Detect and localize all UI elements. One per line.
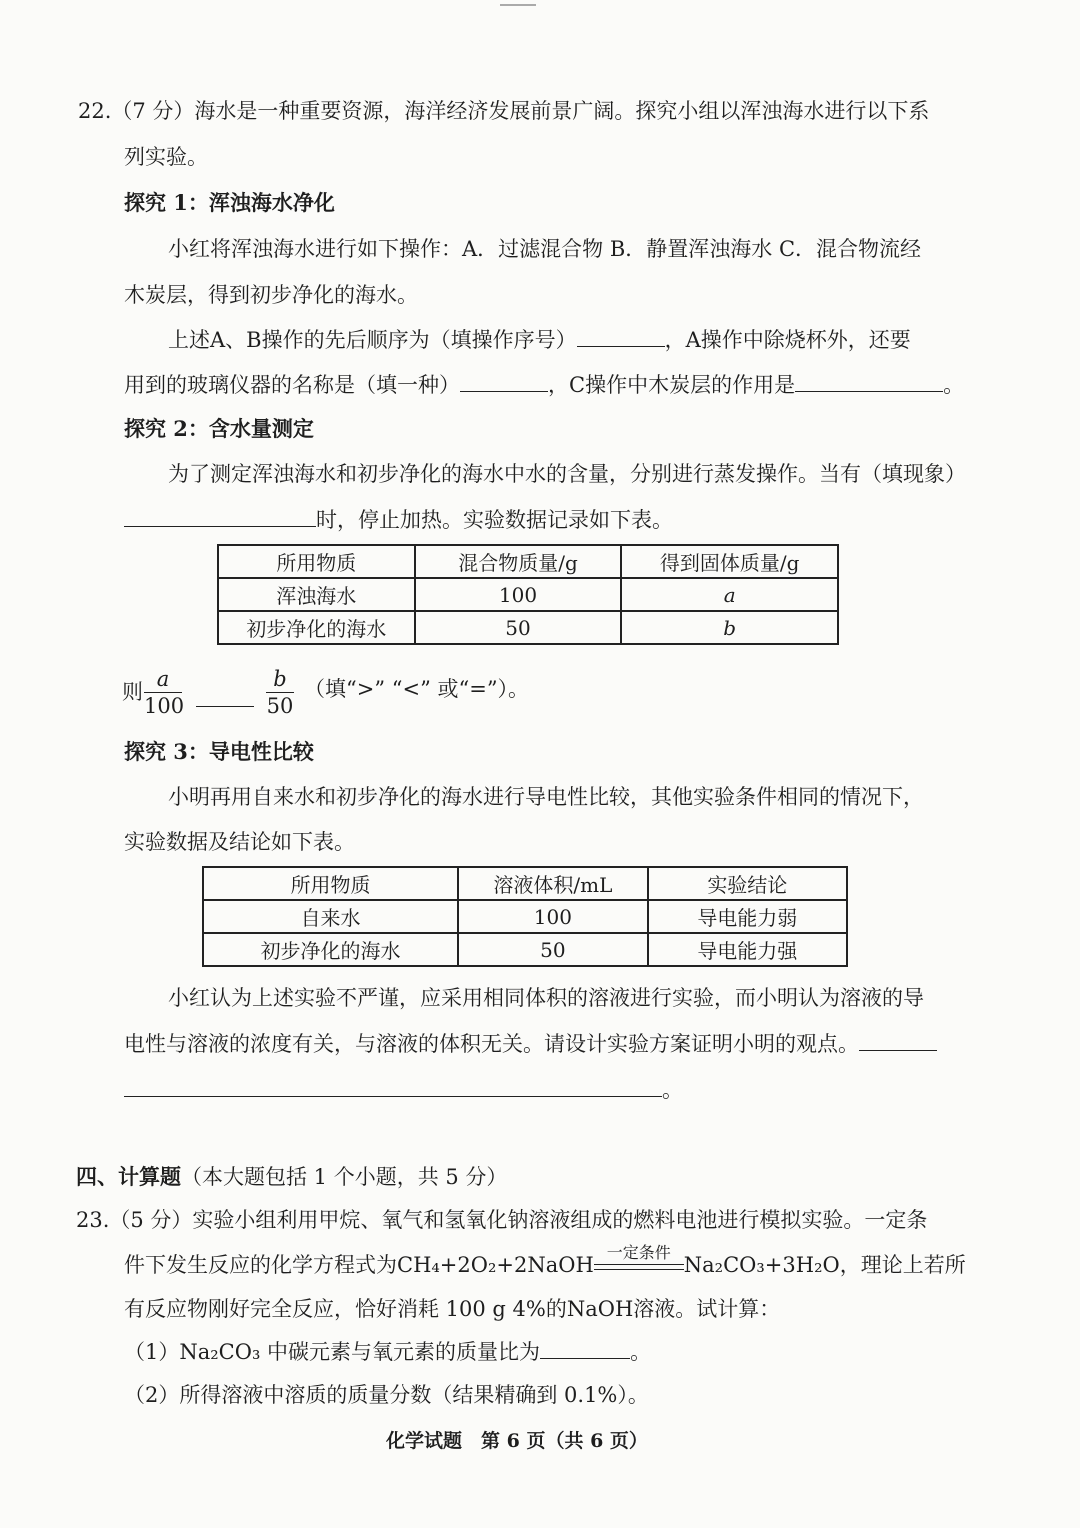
q23-line3: 有反应物刚好完全反应，恰好消耗 100 g 4%的NaOH溶液。试计算：	[124, 1297, 781, 1321]
frac1-denominator: 100	[144, 694, 185, 718]
table1-cell: a	[621, 578, 838, 611]
e3-para2-line1: 小红认为上述实验不严谨，应采用相同体积的溶液进行实验，而小明认为溶液的导	[168, 986, 924, 1010]
compare-answer-blank[interactable]	[196, 684, 254, 707]
charcoal-role-answer-blank[interactable]	[795, 369, 943, 392]
e1-para2-line1-pre: 上述A、B操作的先后顺序为（填操作序号）	[168, 328, 577, 352]
data-table-2	[202, 866, 848, 967]
page-footer: 化学试题 第 6 页（共 6 页）	[386, 1430, 648, 1452]
products: Na₂CO₃+3H₂O	[683, 1253, 840, 1277]
table2-header-cell: 溶液体积/mL	[458, 867, 648, 900]
section4-title: 四、计算题	[76, 1164, 181, 1189]
scan-mark	[500, 4, 536, 6]
table-row	[203, 900, 847, 933]
explore2-title: 探究 2：含水量测定	[124, 416, 314, 441]
section4-subtitle: （本大题包括 1 个小题，共 5 分）	[181, 1165, 508, 1189]
q23-line1: 23.（5 分）实验小组利用甲烷、氧气和氢氧化钠溶液组成的燃料电池进行模拟实验。一定条	[76, 1208, 928, 1232]
table1-cell: 初步净化的海水	[218, 611, 415, 644]
e2-para1-line2-text: 时，停止加热。实验数据记录如下表。	[316, 508, 673, 532]
table-row	[218, 578, 838, 611]
fraction-a-over-100	[144, 666, 185, 719]
frac1-numerator: a	[144, 666, 182, 693]
q23-sub1	[124, 1336, 651, 1367]
e3-para1-line1: 小明再用自来水和初步净化的海水进行导电性比较，其他实验条件相同的情况下，	[168, 785, 924, 809]
e1-para1-line2: 木炭层，得到初步净化的海水。	[124, 283, 418, 307]
e1-para1-line1: 小红将浑浊海水进行如下操作：A．过滤混合物 B．静置浑浊海水 C．混合物流经	[168, 237, 922, 261]
reaction-condition: 一定条件	[606, 1242, 671, 1262]
e3-answer-line2	[124, 1074, 683, 1105]
phenomenon-answer-blank[interactable]	[124, 504, 316, 527]
table2-header-cell: 实验结论	[648, 867, 847, 900]
q23-sub1-text: （1）Na₂CO₃ 中碳元素与氧元素的质量比为	[124, 1340, 541, 1364]
table1-cell: 100	[415, 578, 622, 611]
reactants: CH₄+2O₂+2NaOH	[397, 1253, 594, 1277]
table1-header-cell: 所用物质	[218, 545, 415, 578]
e3-para2-line2	[124, 1028, 937, 1059]
q23-sub2: （2）所得溶液中溶质的质量分数（结果精确到 0.1%）。	[124, 1383, 649, 1407]
e1-para2-line2-pre: 用到的玻璃仪器的名称是（填一种）	[124, 373, 460, 397]
table1-cell: b	[621, 611, 838, 644]
q23-line2	[124, 1242, 966, 1282]
e1-para2-line2	[124, 369, 964, 400]
q23-line2-pre: 件下发生反应的化学方程式为	[124, 1253, 397, 1277]
data-table-1	[217, 544, 839, 645]
table1-cell: 浑浊海水	[218, 578, 415, 611]
plan-answer-blank-2[interactable]	[124, 1074, 662, 1097]
e2-para1-line1: 为了测定浑浊海水和初步净化的海水中水的含量，分别进行蒸发操作。当有（填现象）	[168, 462, 966, 486]
table2-cell: 50	[458, 933, 648, 966]
frac2-denominator: 50	[266, 694, 294, 718]
e1-para2-line2-mid: ，C操作中木炭层的作用是	[548, 373, 796, 397]
mass-ratio-answer-blank[interactable]	[540, 1336, 630, 1359]
e3-para2-line2-text: 电性与溶液的浓度有关，与溶液的体积无关。请设计实验方案证明小明的观点。	[124, 1032, 859, 1056]
table2-cell: 初步净化的海水	[203, 933, 458, 966]
q22-line2: 列实验。	[124, 145, 208, 169]
table2-cell: 导电能力弱	[648, 900, 847, 933]
compare-suffix: （填“>” “<” 或“=”）。	[304, 677, 530, 701]
table2-header-row	[203, 867, 847, 900]
table2-cell: 自来水	[203, 900, 458, 933]
table2-cell: 导电能力强	[648, 933, 847, 966]
e1-para2-line1-post: ，A操作中除烧杯外，还要	[664, 328, 911, 352]
explore1-title: 探究 1：浑浊海水净化	[124, 190, 335, 215]
e3-end-period: 。	[662, 1078, 683, 1102]
table2-cell: 100	[458, 900, 648, 933]
frac2-numerator: b	[266, 666, 294, 693]
instrument-answer-blank[interactable]	[460, 369, 548, 392]
table-row	[218, 611, 838, 644]
plan-answer-blank-1[interactable]	[859, 1028, 937, 1051]
e2-para1-line2	[124, 504, 673, 535]
q23-line2-post: ，理论上若所	[839, 1253, 966, 1277]
e1-para2-line1	[168, 324, 911, 355]
fraction-b-over-50	[266, 666, 294, 719]
q22-line1: 22.（7 分）海水是一种重要资源，海洋经济发展前景广阔。探究小组以浑浊海水进行以下系	[78, 99, 930, 123]
q23-sub1-end: 。	[630, 1340, 652, 1364]
e3-para1-line2: 实验数据及结论如下表。	[124, 830, 355, 854]
table2-header-cell: 所用物质	[203, 867, 458, 900]
order-answer-blank[interactable]	[577, 324, 665, 347]
table1-header-cell: 得到固体质量/g	[621, 545, 838, 578]
table1-header-cell: 混合物质量/g	[415, 545, 622, 578]
table-row	[203, 933, 847, 966]
compare-prefix: 则	[122, 680, 143, 704]
section4-heading	[76, 1162, 507, 1192]
e1-para2-line2-end: 。	[943, 373, 965, 397]
explore3-title: 探究 3：导电性比较	[124, 739, 314, 764]
reaction-arrow	[594, 1242, 684, 1282]
table1-header-row	[218, 545, 838, 578]
table1-cell: 50	[415, 611, 622, 644]
